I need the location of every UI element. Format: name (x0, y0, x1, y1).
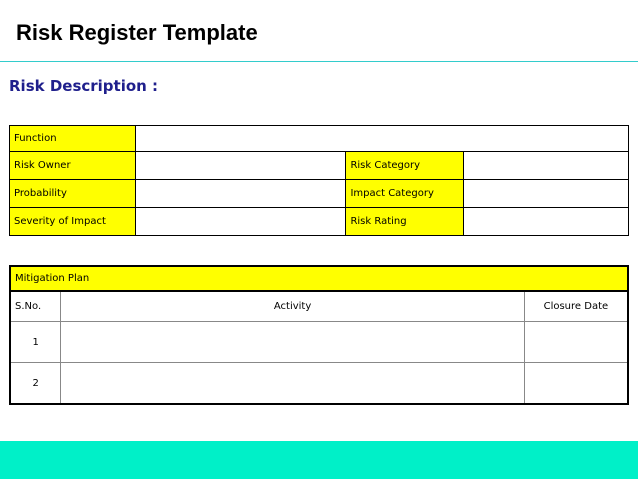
table-row (10, 363, 628, 405)
probability-row (10, 180, 629, 208)
probability-label: Probability (10, 180, 136, 208)
risk-rating-value-cell[interactable] (464, 208, 629, 236)
risk-category-label: Risk Category (346, 152, 464, 180)
risk-rating-label: Risk Rating (346, 208, 464, 236)
risk-owner-row (10, 152, 629, 180)
mitigation-plan-table (9, 265, 629, 405)
severity-row (10, 208, 629, 236)
risk-category-value-cell[interactable] (464, 152, 629, 180)
function-value-cell[interactable] (135, 126, 628, 152)
closure-date-cell[interactable] (524, 322, 628, 363)
risk-details-table (9, 125, 629, 236)
activity-cell[interactable] (61, 363, 524, 405)
table-row (10, 322, 628, 363)
column-header-closure-date: Closure Date (524, 291, 628, 322)
column-header-sno: S.No. (10, 291, 61, 322)
page-title: Risk Register Template (16, 20, 258, 45)
row-number: 1 (10, 322, 61, 363)
footer-accent-band (0, 441, 638, 479)
activity-cell[interactable] (61, 322, 524, 363)
impact-category-label: Impact Category (346, 180, 464, 208)
impact-category-value-cell[interactable] (464, 180, 629, 208)
severity-value-cell[interactable] (135, 208, 346, 236)
probability-value-cell[interactable] (135, 180, 346, 208)
function-label: Function (10, 126, 136, 152)
row-number: 2 (10, 363, 61, 405)
function-row (10, 126, 629, 152)
closure-date-cell[interactable] (524, 363, 628, 405)
column-header-activity: Activity (61, 291, 524, 322)
mitigation-heading-row (10, 266, 628, 291)
title-divider (0, 61, 638, 62)
risk-owner-value-cell[interactable] (135, 152, 346, 180)
risk-owner-label: Risk Owner (10, 152, 136, 180)
mitigation-plan-heading: Mitigation Plan (10, 266, 628, 291)
severity-label: Severity of Impact (10, 208, 136, 236)
mitigation-column-header-row (10, 291, 628, 322)
risk-description-heading: Risk Description : (9, 77, 159, 95)
